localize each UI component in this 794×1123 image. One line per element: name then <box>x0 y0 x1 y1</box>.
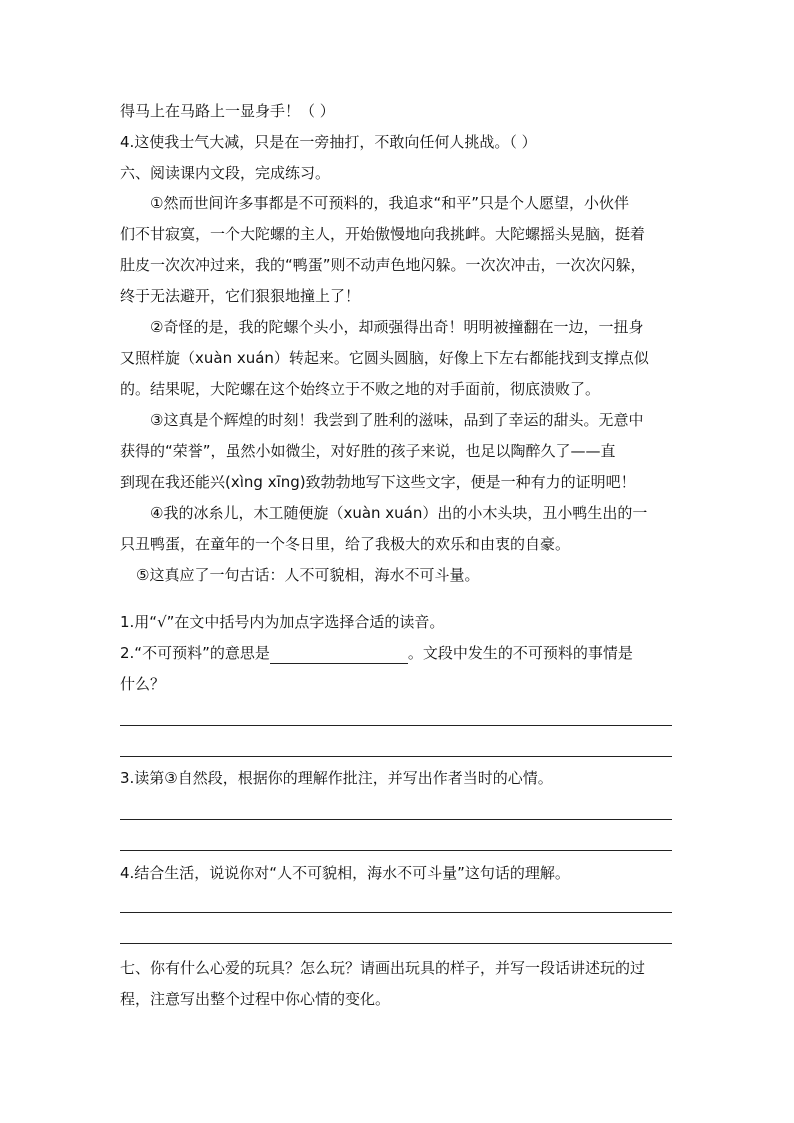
q4-prev-section: 4.这使我士气大减，只是在一旁抽打，不敢向任何人挑战。（ ） <box>120 133 537 151</box>
answer-line[interactable] <box>120 756 672 757</box>
section6-heading: 六、阅读课内文段，完成练习。 <box>120 164 331 182</box>
question-2-prefix: 2.“不可预料”的意思是 <box>120 644 270 662</box>
paragraph-5: ⑤这真应了一句古话：人不可貌相，海水不可斗量。 <box>136 566 480 584</box>
answer-line[interactable] <box>120 819 672 820</box>
paragraph-3-line-3: 到现在我还能兴(xìng xīng)致勃勃地写下这些文字，便是一种有力的证明吧！ <box>120 473 636 491</box>
answer-line[interactable] <box>120 725 672 726</box>
paragraph-2-line-3: 的。结果呢，大陀螺在这个始终立于不败之地的对手面前，彻底溃败了。 <box>120 380 601 398</box>
question-2-answer-blank[interactable] <box>270 645 408 664</box>
paragraph-1-line-1: ①然而世间许多事都是不可预料的，我追求“和平”只是个人愿望，小伙伴 <box>150 194 629 212</box>
question-2-line-1 <box>120 642 633 664</box>
answer-line[interactable] <box>120 943 672 944</box>
paragraph-4-line-1: ④我的冰糸儿，木工随便旋（xuàn xuán）出的小木头块，丑小鸭生出的一 <box>150 504 648 522</box>
question-4: 4.结合生活，说说你对“人不可貌相，海水不可斗量”这句话的理解。 <box>120 864 570 882</box>
paragraph-3-line-2: 获得的“荣誉”，虽然小如微尘，对好胜的孩子来说，也足以陶醉久了——直 <box>120 442 616 460</box>
answer-line[interactable] <box>120 850 672 851</box>
question-3: 3.读第③自然段，根据你的理解作批注，并写出作者当时的心情。 <box>120 769 553 787</box>
paragraph-2-line-2: 又照样旋（xuàn xuán）转起来。它圆头圆脑，好像上下左右都能找到支撑点似 <box>120 349 649 367</box>
section7-line-1: 七、你有什么心爱的玩具？怎么玩？请画出玩具的样子，并写一段话讲述玩的过 <box>120 959 646 977</box>
question-1: 1.用“√”在文中括号内为加点字选择合适的读音。 <box>120 613 445 631</box>
paragraph-1-line-2: 们不甘寂寞，一个大陀螺的主人，开始傲慢地向我挑衅。大陀螺摇头晃脑，挺着 <box>120 225 646 243</box>
section7-line-2: 程，注意写出整个过程中你心情的变化。 <box>120 990 391 1008</box>
question-2-suffix: 。文段中发生的不可预料的事情是 <box>407 644 633 662</box>
q3-tail-text: 得马上在马路上一显身手！（ ） <box>120 102 335 120</box>
paragraph-1-line-4: 终于无法避开，它们狠狠地撞上了！ <box>120 287 361 305</box>
paragraph-4-line-2: 只丑鸭蛋，在童年的一个冬日里，给了我极大的欢乐和由衷的自豪。 <box>120 535 571 553</box>
answer-line[interactable] <box>120 912 672 913</box>
paragraph-3-line-1: ③这真是个辉煌的时刻！我尝到了胜利的滋味，品到了幸运的甜头。无意中 <box>150 411 644 429</box>
question-2-line-2: 什么？ <box>120 675 166 693</box>
paragraph-2-line-1: ②奇怪的是，我的陀螺个头小，却顽强得出奇！明明被撞翻在一边，一扭身 <box>150 318 644 336</box>
paragraph-1-line-3: 肚皮一次次冲过来，我的“鸭蛋”则不动声色地闪躲。一次次冲击，一次次闪躲， <box>120 256 646 274</box>
